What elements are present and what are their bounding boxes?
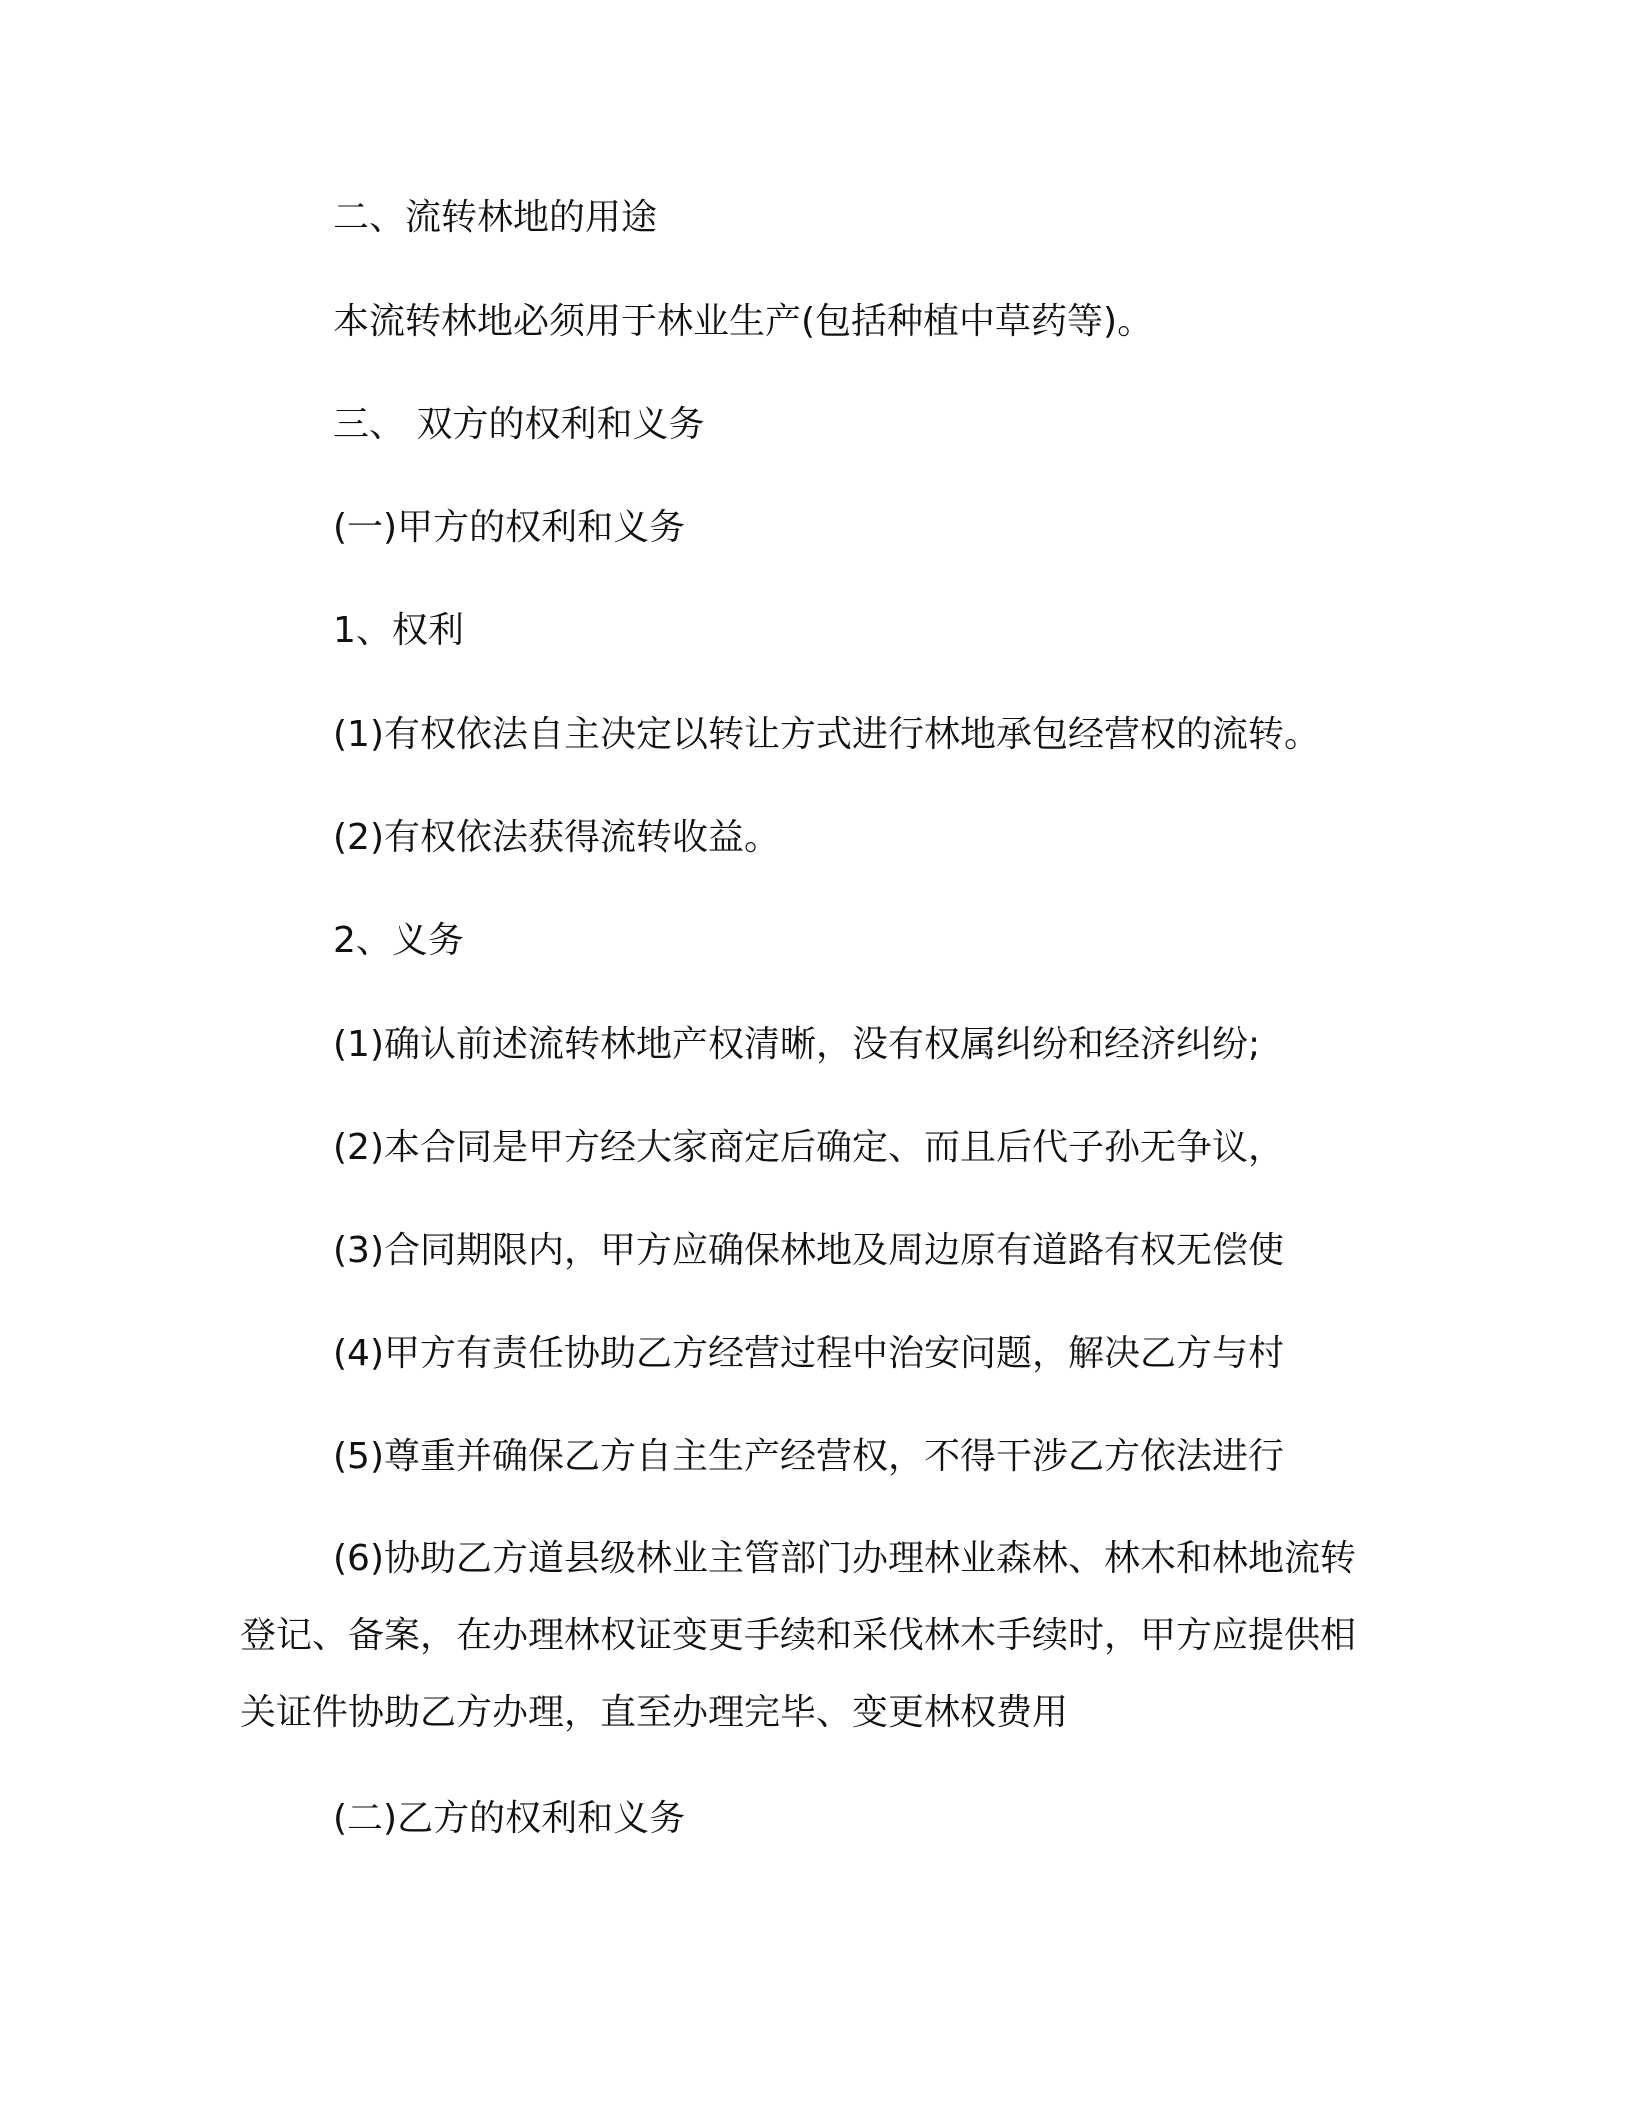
subsection-heading-party-a: (一)甲方的权利和义务	[333, 507, 686, 548]
list-item-multiline	[240, 1520, 1360, 1751]
list-item: (3)合同期限内，甲方应确保林地及周边原有道路有权无偿使	[333, 1230, 1284, 1271]
list-item-text: (6)协助乙方道县级林业主管部门办理林业森林、林木和林地流转登记、备案，在办理林权证变更手续和采伐林木手续时，甲方应提供相关证件协助乙方办理，直至办理完毕、变更林权费用	[240, 1538, 1357, 1733]
list-item: (4)甲方有责任协助乙方经营过程中治安问题，解决乙方与村	[333, 1333, 1284, 1374]
item-heading-obligations: 2、义务	[333, 920, 464, 961]
list-item: (1)确认前述流转林地产权清晰，没有权属纠纷和经济纠纷;	[333, 1024, 1261, 1065]
list-item: (2)本合同是甲方经大家商定后确定、而且后代子孙无争议，	[333, 1127, 1284, 1168]
section-heading-usage: 二、流转林地的用途	[333, 197, 658, 238]
item-heading-rights: 1、权利	[333, 610, 464, 651]
section-heading-rights-obligations: 三、 双方的权利和义务	[333, 404, 705, 445]
list-item: (1)有权依法自主决定以转让方式进行林地承包经营权的流转。	[333, 714, 1320, 755]
list-item: (5)尊重并确保乙方自主生产经营权，不得干涉乙方依法进行	[333, 1436, 1284, 1477]
subsection-heading-party-b: (二)乙方的权利和义务	[333, 1798, 686, 1839]
list-item: (2)有权依法获得流转收益。	[333, 817, 780, 858]
paragraph-usage-text: 本流转林地必须用于林业生产(包括种植中草药等)。	[333, 301, 1154, 342]
